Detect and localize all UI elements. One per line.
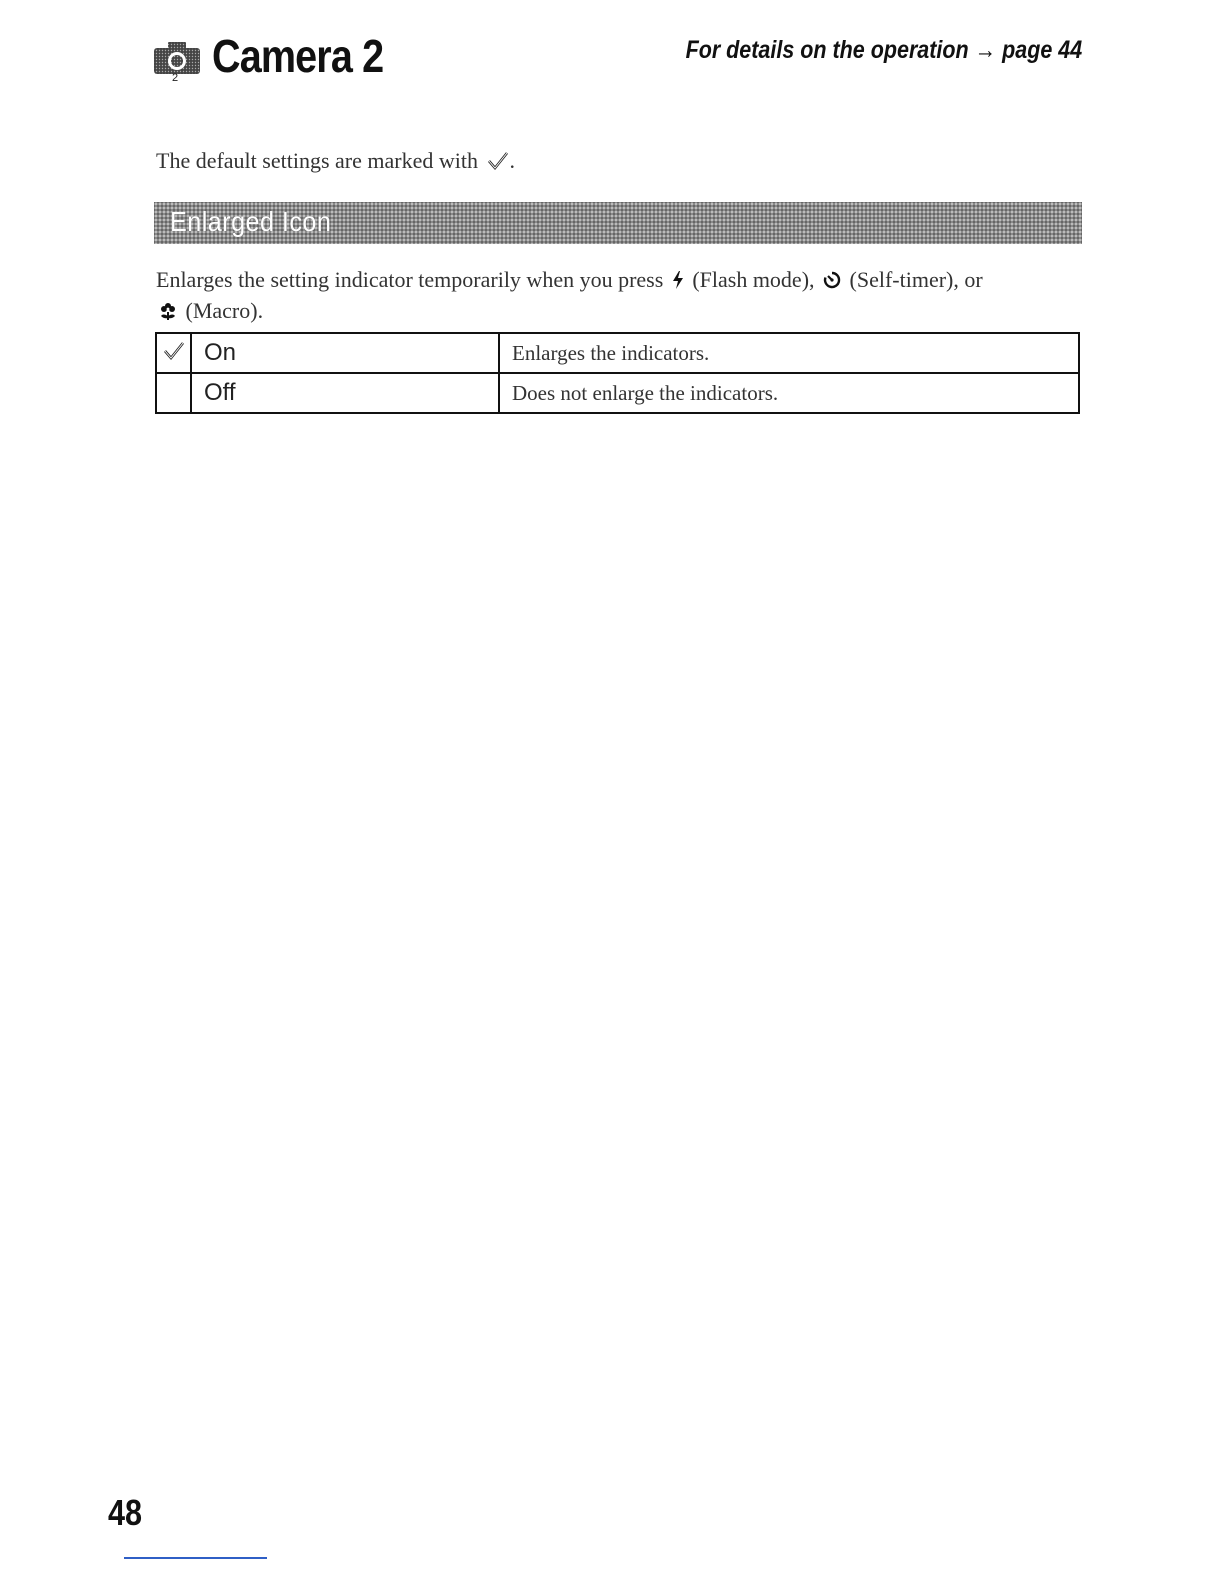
page-title: Camera 2	[212, 30, 384, 82]
macro-flower-icon	[158, 300, 178, 328]
option-name: Off	[191, 373, 499, 413]
default-mark-cell	[156, 333, 191, 373]
page-reference: For details on the operation → page 44	[685, 36, 1082, 64]
default-mark-cell	[156, 373, 191, 413]
intro-label: The default settings are marked with	[156, 148, 478, 173]
section-description	[156, 266, 1086, 328]
settings-table	[155, 332, 1080, 414]
checkmark-icon	[487, 151, 509, 177]
intro-suffix: .	[509, 148, 515, 173]
option-description: Enlarges the indicators.	[499, 333, 1079, 373]
self-timer-label: (Self-timer), or	[849, 267, 983, 292]
section-title: Enlarged Icon	[170, 206, 332, 237]
option-description: Does not enlarge the indicators.	[499, 373, 1079, 413]
page-header	[150, 28, 1082, 88]
flash-icon	[671, 269, 685, 297]
option-name: On	[191, 333, 499, 373]
self-timer-icon	[822, 269, 842, 297]
page-number: 48	[108, 1492, 143, 1533]
description-text: Enlarges the setting indicator temporarily when you press	[156, 267, 664, 292]
table-row	[156, 333, 1079, 373]
footer-rule	[124, 1557, 267, 1559]
checkmark-icon	[162, 348, 186, 365]
flash-label: (Flash mode),	[692, 267, 815, 292]
macro-label: (Macro).	[185, 298, 264, 323]
camera-icon-subscript: 2	[172, 72, 179, 84]
intro-text	[156, 148, 515, 177]
section-header-band	[154, 202, 1082, 244]
table-row	[156, 373, 1079, 413]
